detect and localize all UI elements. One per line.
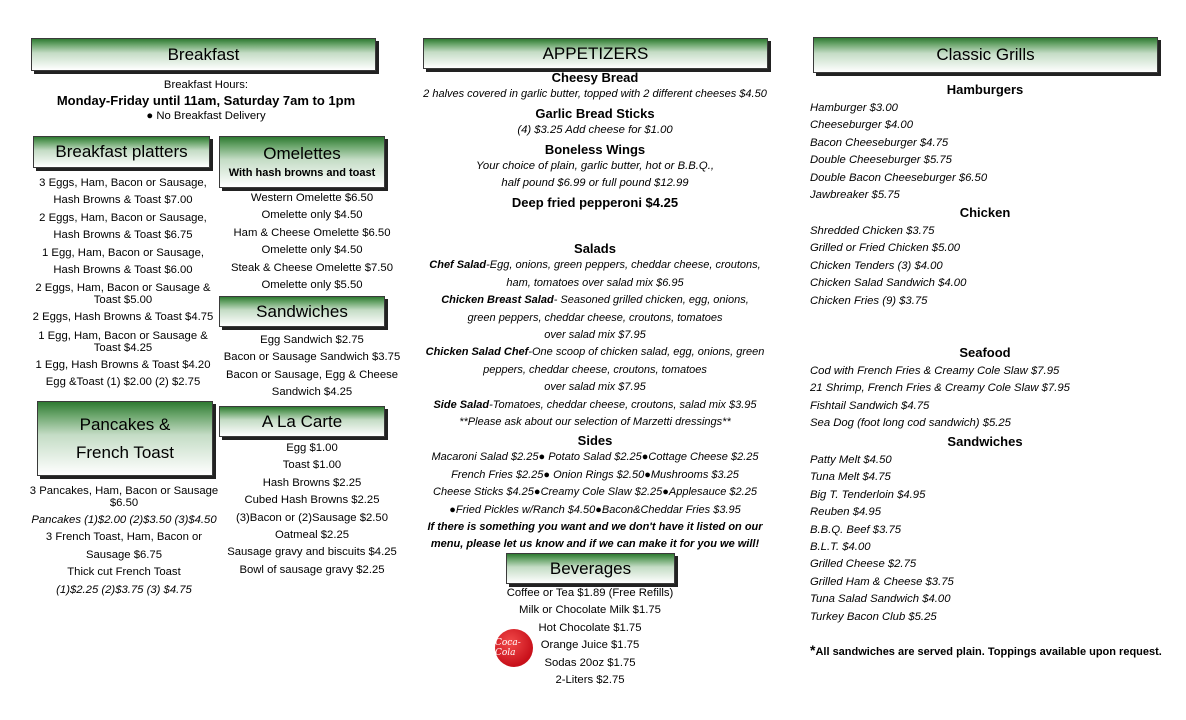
wings-desc2: half pound $6.99 or full pound $12.99 [501,177,689,190]
list-item: Toast $5.00 [93,294,153,307]
list-item: Sandwich $4.25 [271,386,353,399]
beverages-banner [506,553,675,584]
list-item: Cubed Hash Browns $2.25 [244,494,380,507]
list-item: Hash Browns & Toast $6.00 [53,264,193,277]
breast-salad-desc1: - Seasoned grilled chicken, egg, onions, [553,294,749,307]
list-item: Hot Chocolate $1.75 [538,621,642,634]
chef-salad-desc2: ham, tomatoes over salad mix $6.95 [506,276,684,289]
sandwiches-right-list [810,452,1160,626]
list-item: Ham & Cheese Omelette $6.50 [233,226,391,239]
footnote-text: All sandwiches are served plain. Toppings available upon request. [815,646,1162,658]
salads-block [410,240,780,431]
list-item: Hash Browns $2.25 [262,476,362,489]
chicken-list [810,223,1160,310]
hamburgers-list [810,100,1160,204]
list-item: B.B.Q. Beef $3.75 [810,523,902,536]
list-item: Patty Melt $4.50 [810,454,892,466]
list-item: 3 Eggs, Ham, Bacon or Sausage, [39,177,207,189]
platters-banner [33,136,210,168]
list-item: 21 Shrimp, French Fries & Creamy Cole Slaw $7.95 [810,382,1070,395]
sides-title: Sides [577,433,613,448]
sandwiches-left-list [219,332,405,402]
list-item: 3 Pancakes, Ham, Bacon or Sausage [29,485,219,497]
sandwiches-left-title: Sandwiches [256,301,348,321]
breast-salad-desc2: green peppers, cheddar cheese, croutons, tomatoes [467,311,723,324]
breakfast-hours: Monday-Friday until 11am, Saturday 7am to 1pm [56,93,356,108]
grills-banner [813,37,1158,73]
list-item: Omelette only $4.50 [261,244,363,257]
breakfast-hours-label: Breakfast Hours: [163,79,249,91]
list-item: Reuben $4.95 [810,506,881,519]
platters-title: Breakfast platters [55,142,188,162]
list-item: Double Cheeseburger $5.75 [810,154,952,167]
alacarte-title: A La Carte [261,411,343,431]
list-item: Orange Juice $1.75 [540,639,640,652]
omelettes-subtitle: With hash browns and toast [228,167,376,180]
list-item: Jawbreaker $5.75 [810,189,900,202]
list-item: Turkey Bacon Club $5.25 [810,610,937,623]
pepperoni-name: Deep fried pepperoni $4.25 [511,194,679,210]
list-item: Toast $1.00 [282,459,342,472]
garlic-desc: (4) $3.25 Add cheese for $1.00 [517,124,673,137]
beverages-title: Beverages [549,558,632,578]
garlic-name: Garlic Bread Sticks [535,105,655,121]
breakfast-hours-block [31,78,381,124]
list-item: Bacon or Sausage Sandwich $3.75 [223,351,401,364]
list-item: Bacon or Sausage, Egg & Cheese [225,368,399,381]
cheesy-bread-desc: 2 halves covered in garlic butter, topped with 2 different cheeses $4.50 [423,88,767,101]
list-item: Bowl of sausage gravy $2.25 [239,563,385,576]
sandwiches-right-title: Sandwiches [947,434,1023,449]
appetizers-banner [423,38,768,69]
sides-request2: menu, please let us know and if we can make it for you we will! [430,538,760,551]
list-item: $6.50 [109,497,139,509]
wings-desc1: Your choice of plain, garlic butter, hot or B.B.Q., [476,160,714,173]
list-item: Omelette only $5.50 [261,279,363,292]
wings-name: Boneless Wings [544,141,646,157]
list-item: Sausage $6.75 [85,548,162,561]
list-item: Tuna Melt $4.75 [810,471,891,484]
omelettes-banner [219,136,385,188]
list-item: B.L.T. $4.00 [810,541,871,554]
list-item: 2 Eggs, Hash Browns & Toast $4.75 [32,311,214,324]
chicken-title: Chicken [959,205,1011,220]
seafood-list [810,363,1160,433]
list-item: ●Fried Pickles w/Ranch $4.50●Bacon&Cheddar Fries $3.95 [449,503,741,516]
chicken-salad-chef-name: Chicken Salad Chef [425,346,529,359]
list-item: Sea Dog (foot long cod sandwich) $5.25 [810,417,1011,430]
breakfast-banner [31,38,376,71]
chicken-salad-chef-desc2: peppers, cheddar cheese, croutons, tomatoes [483,363,707,376]
list-item: Western Omelette $6.50 [250,192,374,204]
chef-salad-name: Chef Salad [429,259,487,272]
omelettes-title: Omelettes [263,144,341,163]
breakfast-delivery-note: ● No Breakfast Delivery [146,110,266,122]
grills-title: Classic Grills [936,45,1035,65]
omelettes-list [219,190,405,294]
chef-salad-desc1: -Egg, onions, green peppers, cheddar cheese, croutons, [486,259,761,272]
list-item: Double Bacon Cheeseburger $6.50 [810,171,988,184]
seafood-title: Seafood [959,345,1011,360]
list-item: 3 French Toast, Ham, Bacon or [45,531,203,544]
list-item: Thick cut French Toast [67,566,181,579]
beverages-list [490,585,690,689]
list-item: Chicken Salad Sandwich $4.00 [810,277,967,290]
breast-salad-name: Chicken Breast Salad [441,294,554,307]
sides-block [410,432,780,554]
list-item: 2-Liters $2.75 [555,674,625,687]
list-item: Shredded Chicken $3.75 [810,225,935,237]
chicken-salad-chef-desc1: -One scoop of chicken salad, egg, onions, green [528,346,765,359]
list-item: Sausage gravy and biscuits $4.25 [227,546,397,559]
alacarte-list [219,440,405,579]
list-item: 1 Egg, Ham, Bacon or Sausage, [41,246,205,259]
appetizers-block [410,69,780,211]
list-item: 2 Eggs, Ham, Bacon or Sausage & [35,282,211,295]
list-item: Chicken Tenders (3) $4.00 [810,259,943,272]
list-item: Pancakes (1)$2.00 (2)$3.50 (3)$4.50 [31,514,217,526]
list-item: Milk or Chocolate Milk $1.75 [519,604,661,617]
list-item: Grilled Ham & Cheese $3.75 [810,575,954,588]
side-salad-desc: -Tomatoes, cheddar cheese, croutons, salad mix $3.95 [489,398,757,411]
sides-request1: If there is something you want and we don't have it listed on our [427,521,763,534]
platters-list [30,175,216,392]
sandwiches-left-banner [219,296,385,327]
hamburgers-title: Hamburgers [946,82,1024,97]
pancakes-list [27,483,221,599]
list-item: Toast $4.25 [93,341,153,354]
salads-title: Salads [574,241,616,256]
list-item: Cheese Sticks $4.25●Creamy Cole Slaw $2.25●Applesauce $2.25 [433,486,757,499]
list-item: Grilled Cheese $2.75 [810,558,917,571]
pancakes-banner [37,401,213,476]
list-item: Sodas 20oz $1.75 [544,656,636,669]
list-item: Hamburger $3.00 [810,102,898,114]
side-salad-name: Side Salad [433,398,490,411]
list-item: Cod with French Fries & Creamy Cole Slaw $7.95 [810,365,1060,377]
list-item: Egg &Toast (1) $2.00 (2) $2.75 [45,376,201,389]
list-item: Hash Browns & Toast $6.75 [53,229,193,242]
list-item: Egg $1.00 [286,442,338,454]
list-item: Hash Browns & Toast $7.00 [53,194,193,207]
list-item: 1 Egg, Ham, Bacon or Sausage & [38,329,208,342]
list-item: Big T. Tenderloin $4.95 [810,488,926,501]
pancakes-title-line2: French Toast [76,442,174,462]
list-item: 2 Eggs, Ham, Bacon or Sausage, [39,211,207,224]
list-item: Tuna Salad Sandwich $4.00 [810,593,951,606]
salads-note: **Please ask about our selection of Marzetti dressings** [459,416,731,429]
coca-cola-logo: Coca-Cola [495,629,533,667]
footnote-star: * [810,642,816,658]
appetizers-title: APPETIZERS [542,43,649,63]
cheesy-bread-name: Cheesy Bread [551,70,639,85]
list-item: 1 Egg, Hash Browns & Toast $4.20 [35,358,211,371]
list-item: Fishtail Sandwich $4.75 [810,399,930,412]
list-item: Egg Sandwich $2.75 [260,334,364,346]
chicken-salad-chef-desc3: over salad mix $7.95 [544,381,646,394]
list-item: Macaroni Salad $2.25● Potato Salad $2.25●Cottage Cheese $2.25 [431,451,759,464]
list-item: Steak & Cheese Omelette $7.50 [230,261,394,274]
list-item: (1)$2.25 (2)$3.75 (3) $4.75 [56,583,192,596]
list-item: Chicken Fries (9) $3.75 [810,294,928,307]
list-item: Cheeseburger $4.00 [810,119,914,132]
sandwich-footnote [810,642,1170,661]
pancakes-title-line1: Pancakes & [79,414,171,434]
list-item: Omelette only $4.50 [261,209,363,222]
alacarte-banner [219,406,385,437]
list-item: French Fries $2.25● Onion Rings $2.50●Mushrooms $3.25 [451,468,739,481]
list-item: Coffee or Tea $1.89 (Free Refills) [506,587,674,599]
breakfast-title: Breakfast [167,44,240,64]
list-item: Grilled or Fried Chicken $5.00 [810,242,961,255]
list-item: (3)Bacon or (2)Sausage $2.50 [236,511,388,524]
list-item: Bacon Cheeseburger $4.75 [810,136,949,149]
breast-salad-desc3: over salad mix $7.95 [544,329,646,342]
list-item: Oatmeal $2.25 [274,529,350,542]
